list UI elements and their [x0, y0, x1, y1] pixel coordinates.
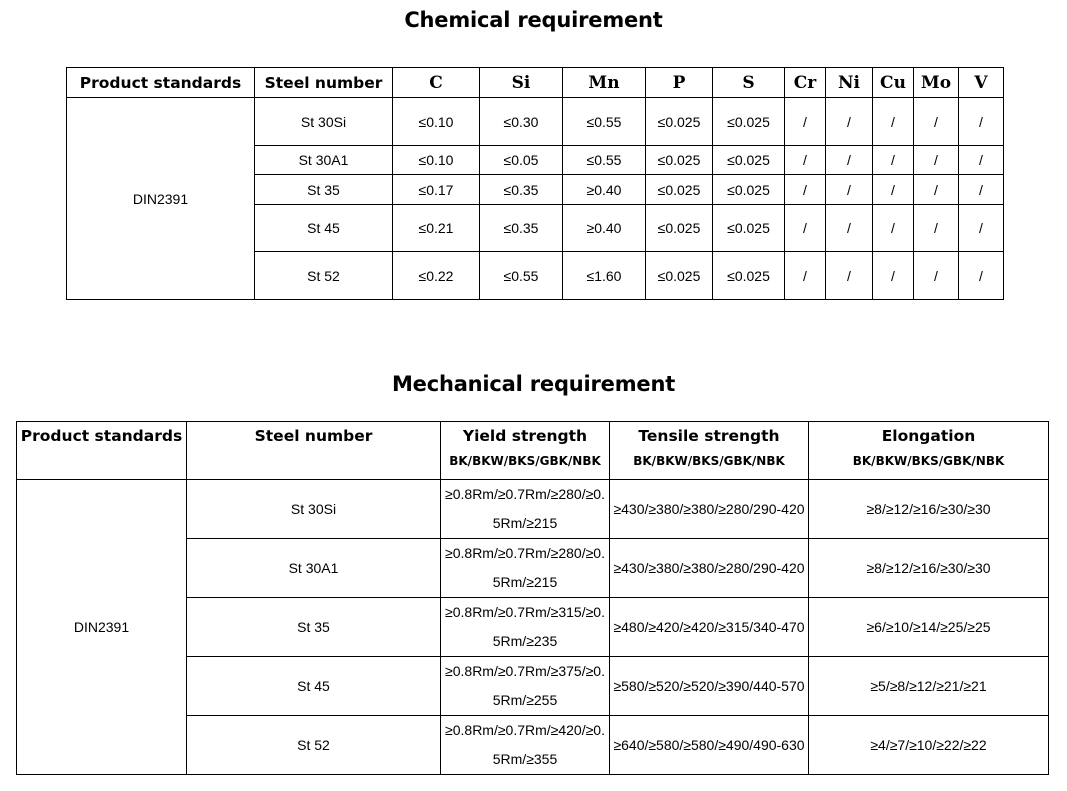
element-value-cell: / [785, 252, 826, 300]
element-value-cell: / [959, 146, 1004, 175]
header-sublabel: BK/BKW/BKS/GBK/NBK [633, 454, 785, 468]
element-value-cell: / [959, 205, 1004, 252]
elongation-cell: ≥8/≥12/≥16/≥30/≥30 [809, 539, 1049, 598]
element-value-cell: / [873, 98, 914, 146]
element-value-cell: ≤0.55 [563, 98, 646, 146]
element-value-cell: ≤0.025 [646, 252, 713, 300]
chemical-header-row [67, 68, 1004, 98]
header-label: Yield strength [462, 427, 588, 445]
yield-strength-cell [441, 539, 610, 598]
header-label: Elongation [881, 427, 976, 445]
yield-strength-value: ≥0.8Rm/≥0.7Rm/≥280/≥0.5Rm/≥215 [445, 486, 605, 531]
element-value-cell: / [914, 175, 959, 205]
element-value-cell: ≥0.40 [563, 175, 646, 205]
tensile-strength-value: ≥480/≥420/≥420/≥315/340-470 [613, 618, 805, 635]
tensile-strength-cell [610, 480, 809, 539]
steel-number-cell: St 52 [187, 716, 441, 775]
col-header-v: V [959, 68, 1004, 98]
header-sublabel: BK/BKW/BKS/GBK/NBK [449, 454, 601, 468]
col-header-elongation [809, 422, 1049, 480]
element-value-cell: ≤0.55 [563, 146, 646, 175]
col-header-cu: Cu [873, 68, 914, 98]
steel-number-cell: St 45 [255, 205, 393, 252]
element-value-cell: ≤0.10 [393, 146, 480, 175]
element-value-cell: / [873, 146, 914, 175]
element-value-cell: ≤0.025 [713, 146, 785, 175]
col-header-steel-number: Steel number [255, 68, 393, 98]
element-value-cell: ≤0.05 [480, 146, 563, 175]
elongation-cell: ≥4/≥7/≥10/≥22/≥22 [809, 716, 1049, 775]
element-value-cell: ≤0.025 [713, 98, 785, 146]
element-value-cell: / [826, 205, 873, 252]
tensile-strength-cell [610, 716, 809, 775]
element-value-cell: ≤0.35 [480, 175, 563, 205]
yield-strength-value: ≥0.8Rm/≥0.7Rm/≥420/≥0.5Rm/≥355 [445, 722, 605, 767]
col-header-tensile-strength [610, 422, 809, 480]
col-header-c: C [393, 68, 480, 98]
col-header-steel-number [187, 422, 441, 480]
element-value-cell: ≤0.21 [393, 205, 480, 252]
steel-number-cell: St 45 [187, 657, 441, 716]
elongation-cell: ≥5/≥8/≥12/≥21/≥21 [809, 657, 1049, 716]
element-value-cell: / [959, 252, 1004, 300]
chemical-table [66, 67, 1004, 300]
element-value-cell: / [914, 205, 959, 252]
yield-strength-value: ≥0.8Rm/≥0.7Rm/≥315/≥0.5Rm/≥235 [445, 604, 605, 649]
element-value-cell: / [826, 175, 873, 205]
steel-number-cell: St 35 [187, 598, 441, 657]
elongation-cell: ≥6/≥10/≥14/≥25/≥25 [809, 598, 1049, 657]
col-header-s: S [713, 68, 785, 98]
elongation-cell: ≥8/≥12/≥16/≥30/≥30 [809, 480, 1049, 539]
steel-number-cell: St 30Si [255, 98, 393, 146]
element-value-cell: ≤0.025 [713, 205, 785, 252]
yield-strength-cell [441, 598, 610, 657]
col-header-product-standards [17, 422, 187, 480]
chemical-row [67, 98, 1004, 146]
col-header-mn: Mn [563, 68, 646, 98]
tensile-strength-cell [610, 598, 809, 657]
mechanical-header-row [17, 422, 1049, 480]
yield-strength-cell [441, 480, 610, 539]
element-value-cell: ≥0.40 [563, 205, 646, 252]
element-value-cell: / [826, 252, 873, 300]
tensile-strength-value: ≥580/≥520/≥520/≥390/440-570 [613, 677, 805, 694]
yield-strength-value: ≥0.8Rm/≥0.7Rm/≥375/≥0.5Rm/≥255 [445, 663, 605, 708]
tensile-strength-value: ≥430/≥380/≥380/≥280/290-420 [613, 559, 805, 576]
col-header-product-standards: Product standards [67, 68, 255, 98]
tensile-strength-value: ≥430/≥380/≥380/≥280/290-420 [613, 500, 805, 517]
tensile-strength-value: ≥640/≥580/≥580/≥490/490-630 [613, 736, 805, 753]
header-label: Tensile strength [638, 427, 780, 445]
element-value-cell: / [959, 98, 1004, 146]
col-header-si: Si [480, 68, 563, 98]
header-label: Steel number [254, 427, 373, 445]
element-value-cell: / [873, 175, 914, 205]
col-header-mo: Mo [914, 68, 959, 98]
element-value-cell: ≤0.35 [480, 205, 563, 252]
product-standard-cell: DIN2391 [17, 480, 187, 775]
steel-number-cell: St 30A1 [255, 146, 393, 175]
element-value-cell: / [826, 146, 873, 175]
col-header-yield-strength [441, 422, 610, 480]
element-value-cell: ≤0.17 [393, 175, 480, 205]
element-value-cell: / [873, 252, 914, 300]
element-value-cell: ≤0.025 [646, 98, 713, 146]
mechanical-row [17, 480, 1049, 539]
tensile-strength-cell [610, 657, 809, 716]
element-value-cell: ≤0.10 [393, 98, 480, 146]
element-value-cell: / [785, 175, 826, 205]
element-value-cell: ≤1.60 [563, 252, 646, 300]
steel-number-cell: St 30A1 [187, 539, 441, 598]
element-value-cell: ≤0.025 [713, 252, 785, 300]
steel-number-cell: St 52 [255, 252, 393, 300]
element-value-cell: / [914, 252, 959, 300]
yield-strength-cell [441, 716, 610, 775]
element-value-cell: ≤0.025 [646, 175, 713, 205]
element-value-cell: / [959, 175, 1004, 205]
yield-strength-value: ≥0.8Rm/≥0.7Rm/≥280/≥0.5Rm/≥215 [445, 545, 605, 590]
chemical-title: Chemical requirement [404, 8, 663, 32]
element-value-cell: ≤0.30 [480, 98, 563, 146]
yield-strength-cell [441, 657, 610, 716]
col-header-cr: Cr [785, 68, 826, 98]
element-value-cell: / [785, 205, 826, 252]
element-value-cell: / [785, 146, 826, 175]
mechanical-title: Mechanical requirement [391, 372, 676, 396]
element-value-cell: ≤0.22 [393, 252, 480, 300]
element-value-cell: ≤0.025 [713, 175, 785, 205]
col-header-ni: Ni [826, 68, 873, 98]
element-value-cell: / [914, 98, 959, 146]
element-value-cell: ≤0.55 [480, 252, 563, 300]
col-header-p: P [646, 68, 713, 98]
element-value-cell: ≤0.025 [646, 205, 713, 252]
header-label: Product standards [20, 427, 183, 445]
element-value-cell: / [873, 205, 914, 252]
mechanical-table [16, 421, 1049, 775]
steel-number-cell: St 30Si [187, 480, 441, 539]
tensile-strength-cell [610, 539, 809, 598]
element-value-cell: / [785, 98, 826, 146]
element-value-cell: / [914, 146, 959, 175]
element-value-cell: ≤0.025 [646, 146, 713, 175]
product-standard-cell: DIN2391 [67, 98, 255, 300]
header-sublabel: BK/BKW/BKS/GBK/NBK [852, 454, 1005, 468]
steel-number-cell: St 35 [255, 175, 393, 205]
element-value-cell: / [826, 98, 873, 146]
